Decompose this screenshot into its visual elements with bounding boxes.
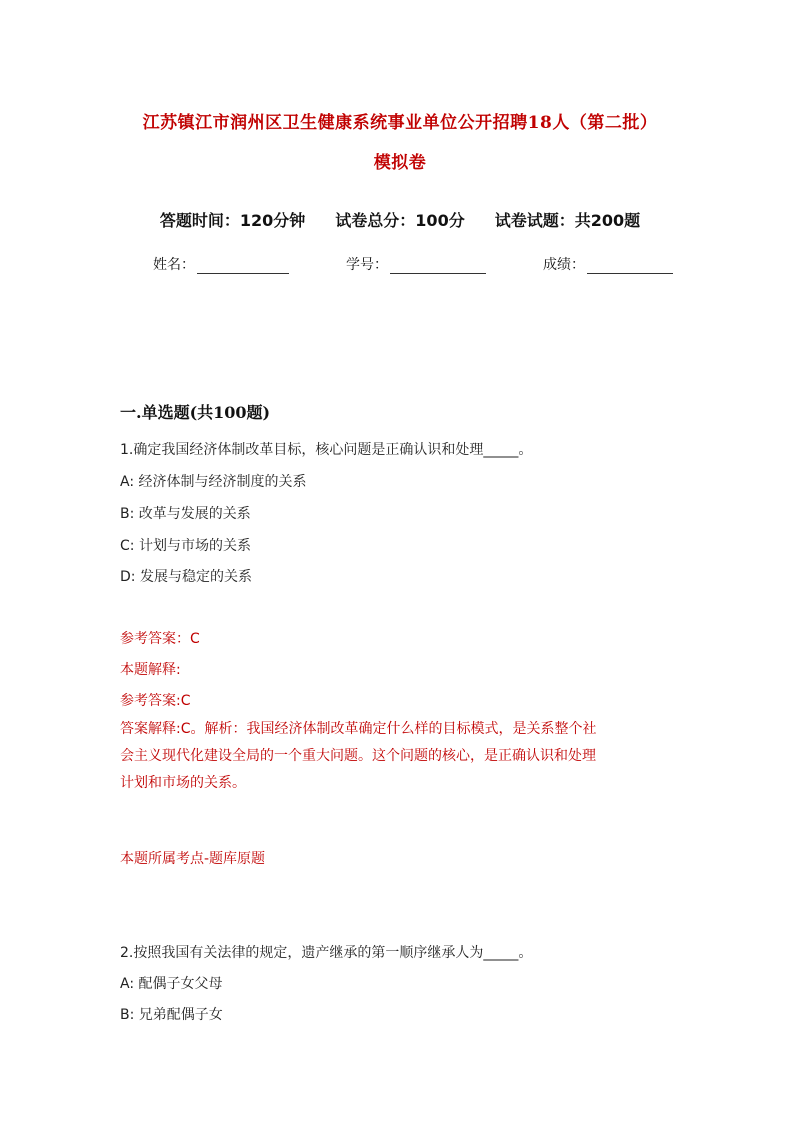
exam-title-line1: 江苏镇江市润州区卫生健康系统事业单位公开招聘18人（第二批）: [142, 113, 658, 133]
q1-explanation-line: 答案解释:C。解析：我国经济体制改革确定什么样的目标模式，是关系整个社: [120, 721, 597, 737]
q1-explanation-line: 会主义现代化建设全局的一个重大问题。这个问题的核心，是正确认识和处理: [120, 748, 596, 764]
student-id-field: [346, 254, 486, 274]
q1-ref-answer-2: 参考答案:C: [120, 693, 191, 709]
student-fields: [153, 254, 673, 274]
name-blank[interactable]: [197, 259, 289, 274]
student-id-label: 学号：: [346, 257, 388, 273]
student-id-blank[interactable]: [390, 259, 486, 274]
section-title: 一.单选题(共100题): [120, 403, 271, 422]
q1-stem: 1.确定我国经济体制改革目标，核心问题是正确认识和处理_____。: [120, 442, 533, 458]
exam-total-score: 试卷总分：100分: [335, 211, 465, 230]
name-field: [153, 254, 289, 274]
q2-option-b: B: 兄弟配偶子女: [120, 1007, 223, 1023]
score-field: [543, 254, 673, 274]
q2-option-a: A: 配偶子女父母: [120, 976, 223, 992]
q1-option-b: B: 改革与发展的关系: [120, 506, 251, 522]
q1-explain-label: 本题解释:: [120, 662, 181, 678]
score-blank[interactable]: [587, 259, 673, 274]
q1-explanation: [120, 716, 680, 797]
q1-option-d: D: 发展与稳定的关系: [120, 569, 252, 585]
q1-option-c: C: 计划与市场的关系: [120, 538, 251, 554]
name-label: 姓名：: [153, 257, 195, 273]
exam-meta: [0, 208, 800, 231]
q1-ref-answer: 参考答案：C: [120, 631, 200, 647]
q1-source: 本题所属考点-题库原题: [120, 851, 266, 867]
score-label: 成绩：: [543, 257, 585, 273]
exam-time: 答题时间：120分钟: [159, 211, 306, 230]
q2-stem: 2.按照我国有关法律的规定，遗产继承的第一顺序继承人为_____。: [120, 945, 533, 961]
q1-explanation-line: 计划和市场的关系。: [120, 775, 246, 791]
q1-option-a: A: 经济体制与经济制度的关系: [120, 474, 307, 490]
exam-question-count: 试卷试题：共200题: [494, 211, 641, 230]
exam-title-line2: 模拟卷: [373, 153, 427, 173]
